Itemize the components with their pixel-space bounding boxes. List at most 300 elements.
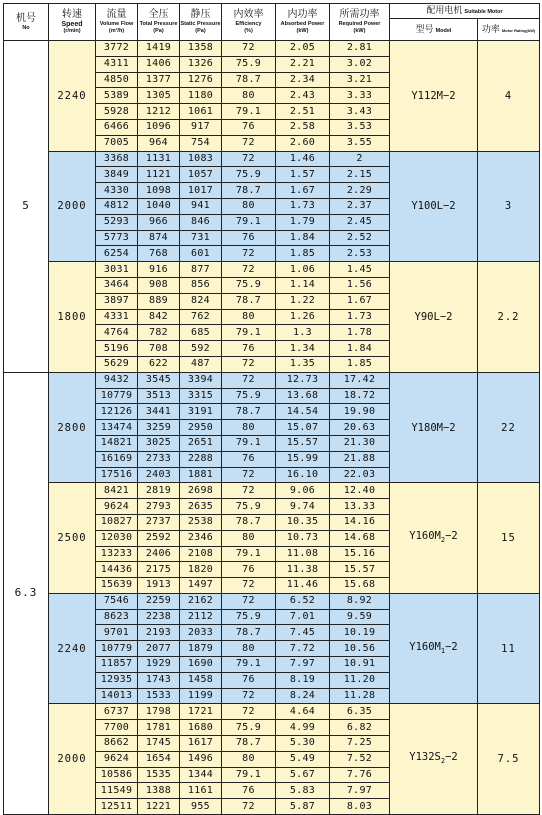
efficiency-cell: 78.7 [222, 736, 276, 752]
absorbed-power-cell: 14.54 [276, 404, 330, 420]
static-pressure-cell: 487 [180, 356, 222, 372]
total-pressure-cell: 1913 [138, 578, 180, 594]
volume-flow-cell: 8623 [96, 609, 138, 625]
required-power-cell: 7.97 [330, 783, 390, 799]
static-pressure-cell: 1344 [180, 767, 222, 783]
efficiency-cell: 76 [222, 451, 276, 467]
efficiency-cell: 75.9 [222, 56, 276, 72]
volume-flow-cell: 9432 [96, 372, 138, 388]
total-pressure-cell: 2819 [138, 483, 180, 499]
volume-flow-cell: 10827 [96, 514, 138, 530]
static-pressure-cell: 941 [180, 198, 222, 214]
motor-rating-cell: 15 [478, 483, 540, 594]
efficiency-cell: 78.7 [222, 625, 276, 641]
total-pressure-cell: 3545 [138, 372, 180, 388]
required-power-cell: 3.33 [330, 88, 390, 104]
total-pressure-cell: 1305 [138, 88, 180, 104]
static-pressure-cell: 2033 [180, 625, 222, 641]
header-absorbed-power [276, 4, 330, 41]
machine-no-cell: 6.3 [4, 372, 49, 814]
fan-performance-table [3, 3, 540, 815]
absorbed-power-cell: 11.46 [276, 578, 330, 594]
total-pressure-cell: 1535 [138, 767, 180, 783]
speed-cell: 2800 [49, 372, 96, 483]
efficiency-cell: 79.1 [222, 104, 276, 120]
header-model [390, 19, 478, 41]
required-power-cell: 2 [330, 151, 390, 167]
efficiency-cell: 72 [222, 688, 276, 704]
static-pressure-cell: 1881 [180, 467, 222, 483]
efficiency-cell: 75.9 [222, 388, 276, 404]
volume-flow-cell: 3368 [96, 151, 138, 167]
header-req-cn: 所需功率 [339, 9, 380, 20]
efficiency-cell: 75.9 [222, 277, 276, 293]
motor-rating-cell: 2.2 [478, 262, 540, 373]
header-required-power [330, 4, 390, 41]
total-pressure-cell: 1745 [138, 736, 180, 752]
header-eff-en: Efficiency [235, 21, 262, 27]
volume-flow-cell: 3849 [96, 167, 138, 183]
header-total-en: Total Pressure [139, 21, 178, 27]
static-pressure-cell: 2698 [180, 483, 222, 499]
required-power-cell: 9.59 [330, 609, 390, 625]
static-pressure-cell: 877 [180, 262, 222, 278]
total-pressure-cell: 2077 [138, 641, 180, 657]
efficiency-cell: 76 [222, 341, 276, 357]
speed-cell: 2240 [49, 593, 96, 704]
volume-flow-cell: 6466 [96, 119, 138, 135]
efficiency-cell: 72 [222, 467, 276, 483]
volume-flow-cell: 4331 [96, 309, 138, 325]
header-speed-en: Speed [61, 21, 83, 28]
table-row [4, 262, 540, 278]
required-power-cell: 11.20 [330, 672, 390, 688]
total-pressure-cell: 3441 [138, 404, 180, 420]
absorbed-power-cell: 2.58 [276, 119, 330, 135]
motor-model-cell [390, 483, 478, 594]
required-power-cell: 15.68 [330, 578, 390, 594]
required-power-cell: 1.67 [330, 293, 390, 309]
total-pressure-cell: 966 [138, 214, 180, 230]
header-total-cn: 全压 [148, 9, 169, 20]
required-power-cell: 1.78 [330, 325, 390, 341]
absorbed-power-cell: 6.52 [276, 593, 330, 609]
efficiency-cell: 72 [222, 246, 276, 262]
required-power-cell: 15.57 [330, 562, 390, 578]
efficiency-cell: 75.9 [222, 720, 276, 736]
static-pressure-cell: 1017 [180, 183, 222, 199]
static-pressure-cell: 1721 [180, 704, 222, 720]
static-pressure-cell: 1497 [180, 578, 222, 594]
total-pressure-cell: 1419 [138, 41, 180, 57]
efficiency-cell: 80 [222, 641, 276, 657]
efficiency-cell: 72 [222, 151, 276, 167]
volume-flow-cell: 7700 [96, 720, 138, 736]
static-pressure-cell: 2950 [180, 420, 222, 436]
motor-model-text: Y160M [409, 640, 441, 653]
speed-cell: 1800 [49, 262, 96, 373]
absorbed-power-cell: 5.49 [276, 751, 330, 767]
volume-flow-cell: 12126 [96, 404, 138, 420]
required-power-cell: 21.88 [330, 451, 390, 467]
absorbed-power-cell: 1.73 [276, 198, 330, 214]
speed-cell: 2500 [49, 483, 96, 594]
required-power-cell: 3.55 [330, 135, 390, 151]
absorbed-power-cell: 1.14 [276, 277, 330, 293]
absorbed-power-cell: 2.43 [276, 88, 330, 104]
motor-model-text: Y160M [409, 530, 441, 543]
header-suitable-motor [390, 4, 540, 19]
volume-flow-cell: 10779 [96, 641, 138, 657]
motor-rating-cell: 4 [478, 41, 540, 152]
total-pressure-cell: 3025 [138, 435, 180, 451]
total-pressure-cell: 908 [138, 277, 180, 293]
absorbed-power-cell: 2.51 [276, 104, 330, 120]
absorbed-power-cell: 2.21 [276, 56, 330, 72]
efficiency-cell: 78.7 [222, 404, 276, 420]
header-model-cn: 型号 [415, 23, 434, 34]
efficiency-cell: 79.1 [222, 767, 276, 783]
header-rating-cn: 功率 [481, 23, 500, 34]
header-static-pressure [180, 4, 222, 41]
total-pressure-cell: 1096 [138, 119, 180, 135]
efficiency-cell: 80 [222, 530, 276, 546]
total-pressure-cell: 2592 [138, 530, 180, 546]
header-rating-en: Motor Rating(kW) [501, 27, 536, 33]
static-pressure-cell: 2288 [180, 451, 222, 467]
efficiency-cell: 72 [222, 578, 276, 594]
efficiency-cell: 75.9 [222, 167, 276, 183]
required-power-cell: 3.02 [330, 56, 390, 72]
total-pressure-cell: 1131 [138, 151, 180, 167]
header-eff-unit: (%) [244, 28, 253, 34]
machine-no-cell: 5 [4, 41, 49, 373]
motor-model-suffix: −2 [445, 751, 458, 764]
static-pressure-cell: 1161 [180, 783, 222, 799]
volume-flow-cell: 11549 [96, 783, 138, 799]
required-power-cell: 8.92 [330, 593, 390, 609]
absorbed-power-cell: 10.35 [276, 514, 330, 530]
volume-flow-cell: 11857 [96, 657, 138, 673]
required-power-cell: 3.21 [330, 72, 390, 88]
total-pressure-cell: 1377 [138, 72, 180, 88]
absorbed-power-cell: 1.84 [276, 230, 330, 246]
absorbed-power-cell: 1.26 [276, 309, 330, 325]
total-pressure-cell: 3513 [138, 388, 180, 404]
absorbed-power-cell: 11.38 [276, 562, 330, 578]
total-pressure-cell: 768 [138, 246, 180, 262]
motor-model-cell [390, 151, 478, 262]
header-motor-rating [478, 19, 540, 41]
total-pressure-cell: 1388 [138, 783, 180, 799]
volume-flow-cell: 16169 [96, 451, 138, 467]
efficiency-cell: 72 [222, 704, 276, 720]
static-pressure-cell: 754 [180, 135, 222, 151]
static-pressure-cell: 846 [180, 214, 222, 230]
header-abs-en: Absorbed Power [280, 21, 325, 27]
required-power-cell: 17.42 [330, 372, 390, 388]
required-power-cell: 2.53 [330, 246, 390, 262]
volume-flow-cell: 14436 [96, 562, 138, 578]
motor-model-text: Y100L−2 [411, 200, 456, 213]
absorbed-power-cell: 4.64 [276, 704, 330, 720]
volume-flow-cell: 17516 [96, 467, 138, 483]
efficiency-cell: 76 [222, 562, 276, 578]
required-power-cell: 1.56 [330, 277, 390, 293]
static-pressure-cell: 601 [180, 246, 222, 262]
volume-flow-cell: 5389 [96, 88, 138, 104]
volume-flow-cell: 12511 [96, 799, 138, 815]
absorbed-power-cell: 7.01 [276, 609, 330, 625]
efficiency-cell: 72 [222, 593, 276, 609]
total-pressure-cell: 2193 [138, 625, 180, 641]
table-row [4, 483, 540, 499]
absorbed-power-cell: 5.87 [276, 799, 330, 815]
efficiency-cell: 78.7 [222, 293, 276, 309]
efficiency-cell: 72 [222, 483, 276, 499]
static-pressure-cell: 2538 [180, 514, 222, 530]
efficiency-cell: 72 [222, 372, 276, 388]
absorbed-power-cell: 9.06 [276, 483, 330, 499]
header-speed-unit: (r/min) [63, 28, 81, 34]
volume-flow-cell: 6254 [96, 246, 138, 262]
static-pressure-cell: 1358 [180, 41, 222, 57]
motor-model-suffix: −2 [445, 530, 458, 543]
static-pressure-cell: 1326 [180, 56, 222, 72]
table-row [4, 41, 540, 57]
absorbed-power-cell: 12.73 [276, 372, 330, 388]
volume-flow-cell: 8662 [96, 736, 138, 752]
volume-flow-cell: 9701 [96, 625, 138, 641]
required-power-cell: 10.56 [330, 641, 390, 657]
total-pressure-cell: 1781 [138, 720, 180, 736]
static-pressure-cell: 1496 [180, 751, 222, 767]
static-pressure-cell: 1820 [180, 562, 222, 578]
required-power-cell: 7.76 [330, 767, 390, 783]
header-flow-cn: 流量 [106, 9, 127, 20]
header-flow-unit: (m³/h) [108, 28, 125, 34]
required-power-cell: 1.45 [330, 262, 390, 278]
header-static-en: Static Pressure [180, 21, 221, 27]
volume-flow-cell: 10586 [96, 767, 138, 783]
absorbed-power-cell: 1.46 [276, 151, 330, 167]
required-power-cell: 14.16 [330, 514, 390, 530]
absorbed-power-cell: 7.97 [276, 657, 330, 673]
speed-cell: 2000 [49, 704, 96, 815]
static-pressure-cell: 1680 [180, 720, 222, 736]
static-pressure-cell: 856 [180, 277, 222, 293]
absorbed-power-cell: 2.05 [276, 41, 330, 57]
total-pressure-cell: 1798 [138, 704, 180, 720]
static-pressure-cell: 3315 [180, 388, 222, 404]
required-power-cell: 20.63 [330, 420, 390, 436]
absorbed-power-cell: 5.67 [276, 767, 330, 783]
total-pressure-cell: 1098 [138, 183, 180, 199]
volume-flow-cell: 7005 [96, 135, 138, 151]
required-power-cell: 10.19 [330, 625, 390, 641]
header-motor-cn: 配用电机 [426, 5, 463, 15]
header-eff-cn: 内效率 [233, 9, 264, 20]
motor-rating-cell: 11 [478, 593, 540, 704]
efficiency-cell: 75.9 [222, 499, 276, 515]
required-power-cell: 13.33 [330, 499, 390, 515]
required-power-cell: 22.03 [330, 467, 390, 483]
volume-flow-cell: 9624 [96, 499, 138, 515]
header-speed-cn: 转速 [62, 9, 82, 20]
header-motor-en: Suitable Motor [464, 9, 503, 15]
absorbed-power-cell: 1.79 [276, 214, 330, 230]
volume-flow-cell: 5293 [96, 214, 138, 230]
required-power-cell: 6.35 [330, 704, 390, 720]
efficiency-cell: 79.1 [222, 435, 276, 451]
required-power-cell: 2.15 [330, 167, 390, 183]
required-power-cell: 2.29 [330, 183, 390, 199]
volume-flow-cell: 14013 [96, 688, 138, 704]
static-pressure-cell: 2162 [180, 593, 222, 609]
required-power-cell: 3.53 [330, 119, 390, 135]
header-model-en: Model [435, 27, 452, 34]
motor-model-text: Y90L−2 [414, 310, 453, 323]
static-pressure-cell: 762 [180, 309, 222, 325]
table-row [4, 372, 540, 388]
total-pressure-cell: 2403 [138, 467, 180, 483]
volume-flow-cell: 12935 [96, 672, 138, 688]
absorbed-power-cell: 15.99 [276, 451, 330, 467]
total-pressure-cell: 708 [138, 341, 180, 357]
total-pressure-cell: 2175 [138, 562, 180, 578]
volume-flow-cell: 3897 [96, 293, 138, 309]
motor-model-text: Y112M−2 [411, 89, 456, 102]
efficiency-cell: 80 [222, 420, 276, 436]
motor-model-cell [390, 372, 478, 483]
motor-rating-cell: 22 [478, 372, 540, 483]
required-power-cell: 14.68 [330, 530, 390, 546]
static-pressure-cell: 1690 [180, 657, 222, 673]
static-pressure-cell: 1180 [180, 88, 222, 104]
header-machine-no [4, 4, 49, 41]
absorbed-power-cell: 7.72 [276, 641, 330, 657]
total-pressure-cell: 3259 [138, 420, 180, 436]
absorbed-power-cell: 1.06 [276, 262, 330, 278]
total-pressure-cell: 1929 [138, 657, 180, 673]
total-pressure-cell: 1743 [138, 672, 180, 688]
table-row [4, 593, 540, 609]
volume-flow-cell: 4764 [96, 325, 138, 341]
motor-model-text: Y132S [409, 751, 441, 764]
header-abs-unit: (kW) [296, 28, 309, 34]
absorbed-power-cell: 5.83 [276, 783, 330, 799]
required-power-cell: 6.82 [330, 720, 390, 736]
required-power-cell: 2.81 [330, 41, 390, 57]
static-pressure-cell: 3394 [180, 372, 222, 388]
table-row [4, 151, 540, 167]
static-pressure-cell: 3191 [180, 404, 222, 420]
total-pressure-cell: 1654 [138, 751, 180, 767]
efficiency-cell: 80 [222, 309, 276, 325]
volume-flow-cell: 4812 [96, 198, 138, 214]
efficiency-cell: 72 [222, 41, 276, 57]
static-pressure-cell: 1276 [180, 72, 222, 88]
total-pressure-cell: 2406 [138, 546, 180, 562]
efficiency-cell: 78.7 [222, 72, 276, 88]
motor-model-cell [390, 41, 478, 152]
efficiency-cell: 79.1 [222, 325, 276, 341]
required-power-cell: 7.25 [330, 736, 390, 752]
efficiency-cell: 76 [222, 783, 276, 799]
absorbed-power-cell: 4.99 [276, 720, 330, 736]
volume-flow-cell: 13474 [96, 420, 138, 436]
efficiency-cell: 80 [222, 198, 276, 214]
total-pressure-cell: 842 [138, 309, 180, 325]
static-pressure-cell: 955 [180, 799, 222, 815]
volume-flow-cell: 4330 [96, 183, 138, 199]
static-pressure-cell: 2346 [180, 530, 222, 546]
motor-model-cell [390, 262, 478, 373]
total-pressure-cell: 2737 [138, 514, 180, 530]
motor-model-subscript: 1 [440, 646, 446, 655]
required-power-cell: 15.16 [330, 546, 390, 562]
absorbed-power-cell: 11.08 [276, 546, 330, 562]
efficiency-cell: 76 [222, 672, 276, 688]
required-power-cell: 2.52 [330, 230, 390, 246]
static-pressure-cell: 1458 [180, 672, 222, 688]
total-pressure-cell: 1212 [138, 104, 180, 120]
static-pressure-cell: 2112 [180, 609, 222, 625]
volume-flow-cell: 6737 [96, 704, 138, 720]
static-pressure-cell: 2108 [180, 546, 222, 562]
header-total-pressure [138, 4, 180, 41]
absorbed-power-cell: 15.07 [276, 420, 330, 436]
static-pressure-cell: 2635 [180, 499, 222, 515]
absorbed-power-cell: 1.22 [276, 293, 330, 309]
efficiency-cell: 78.7 [222, 514, 276, 530]
efficiency-cell: 80 [222, 88, 276, 104]
total-pressure-cell: 1533 [138, 688, 180, 704]
efficiency-cell: 72 [222, 799, 276, 815]
total-pressure-cell: 874 [138, 230, 180, 246]
absorbed-power-cell: 1.34 [276, 341, 330, 357]
absorbed-power-cell: 1.85 [276, 246, 330, 262]
efficiency-cell: 75.9 [222, 609, 276, 625]
static-pressure-cell: 1617 [180, 736, 222, 752]
absorbed-power-cell: 1.57 [276, 167, 330, 183]
total-pressure-cell: 916 [138, 262, 180, 278]
required-power-cell: 2.37 [330, 198, 390, 214]
static-pressure-cell: 592 [180, 341, 222, 357]
header-static-unit: (Pa) [195, 28, 206, 34]
static-pressure-cell: 1057 [180, 167, 222, 183]
volume-flow-cell: 13233 [96, 546, 138, 562]
motor-rating-cell: 3 [478, 151, 540, 262]
absorbed-power-cell: 8.19 [276, 672, 330, 688]
required-power-cell: 1.85 [330, 356, 390, 372]
absorbed-power-cell: 9.74 [276, 499, 330, 515]
static-pressure-cell: 731 [180, 230, 222, 246]
volume-flow-cell: 3031 [96, 262, 138, 278]
total-pressure-cell: 2238 [138, 609, 180, 625]
motor-model-suffix: −2 [445, 640, 458, 653]
motor-model-cell [390, 593, 478, 704]
volume-flow-cell: 10779 [96, 388, 138, 404]
total-pressure-cell: 1221 [138, 799, 180, 815]
motor-rating-cell: 7.5 [478, 704, 540, 815]
required-power-cell: 18.72 [330, 388, 390, 404]
efficiency-cell: 76 [222, 119, 276, 135]
motor-model-text: Y180M−2 [411, 421, 456, 434]
total-pressure-cell: 2259 [138, 593, 180, 609]
volume-flow-cell: 8421 [96, 483, 138, 499]
volume-flow-cell: 5773 [96, 230, 138, 246]
